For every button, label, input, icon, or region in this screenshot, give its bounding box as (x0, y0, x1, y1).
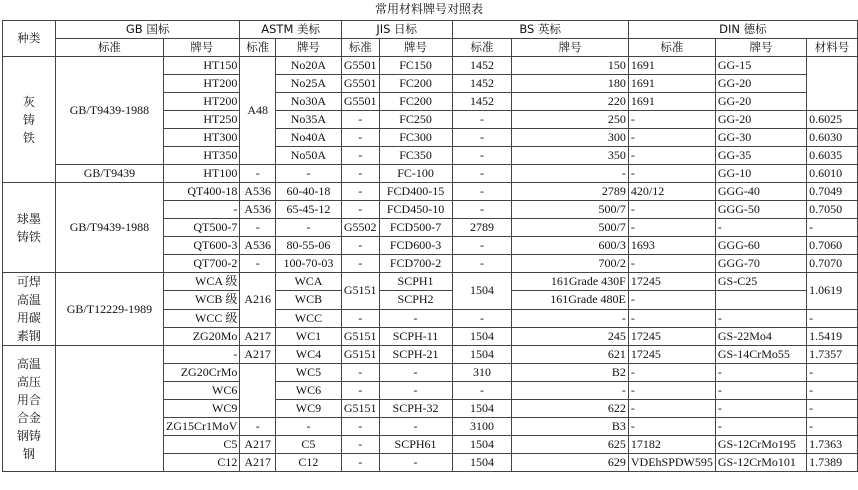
astm-standard: A217 (240, 454, 276, 472)
jis-standard: - (341, 454, 379, 472)
astm-grade: WCA (275, 273, 341, 291)
din-material-number: 0.7050 (807, 201, 858, 219)
din-grade: GGG-70 (715, 255, 806, 273)
jis-grade: FC250 (379, 111, 452, 129)
jis-standard: G5151 (341, 327, 379, 345)
din-material-number: 1.5419 (807, 327, 858, 345)
jis-standard: - (341, 418, 379, 436)
jis-standard: G5151 (341, 273, 379, 310)
din-standard: 1691 (628, 57, 715, 75)
bs-grade: 622 (512, 400, 628, 418)
gb-grade: - (164, 346, 240, 364)
table-title: 常用材料牌号对照表 (374, 2, 483, 16)
bs-standard: - (452, 129, 512, 147)
bs-standard: 1452 (452, 57, 512, 75)
din-standard: - (628, 129, 715, 147)
jis-grade: FC300 (379, 129, 452, 147)
table-row (3, 57, 858, 75)
astm-grade: 80-55-06 (275, 237, 341, 255)
din-grade: GG-15 (715, 57, 806, 75)
astm-grade: No20A (275, 57, 341, 75)
astm-standard: A217 (240, 436, 276, 454)
header-astm-grade: 牌号 (275, 39, 341, 57)
header-category: 种类 (3, 21, 56, 57)
bs-standard: 1504 (452, 327, 512, 345)
gb-grade: WCC 级 (164, 309, 240, 327)
din-material-number: - (807, 309, 858, 327)
din-material-number: - (807, 364, 858, 382)
astm-grade: WC6 (275, 382, 341, 400)
din-grade: GG-35 (715, 147, 806, 165)
gb-grade: HT200 (164, 93, 240, 111)
header-row-1 (3, 21, 858, 39)
category-label: 灰铸铁 (22, 94, 35, 145)
bs-standard: 1504 (452, 400, 512, 418)
jis-grade: FCD450-10 (379, 201, 452, 219)
bs-grade: - (512, 309, 628, 327)
astm-standard: A216 (240, 273, 276, 328)
header-bs-grade: 牌号 (512, 39, 628, 57)
bs-standard: 1504 (452, 436, 512, 454)
jis-grade: - (379, 364, 452, 382)
astm-grade: No50A (275, 147, 341, 165)
header-gb: GB 国标 (55, 21, 240, 39)
gb-standard: GB/T9439 (55, 165, 163, 183)
astm-standard: A217 (240, 327, 276, 345)
jis-grade: SCPH1 (379, 273, 452, 291)
category-cell (3, 273, 56, 346)
astm-standard (240, 364, 276, 418)
din-standard: - (628, 400, 715, 418)
astm-grade: WC9 (275, 400, 341, 418)
jis-standard: - (341, 382, 379, 400)
din-grade: GS-22Mo4 (715, 327, 806, 345)
jis-standard: - (341, 165, 379, 183)
gb-standard: GB/T12229-1989 (55, 273, 163, 346)
din-standard: 17245 (628, 346, 715, 364)
jis-grade: FC350 (379, 147, 452, 165)
gb-grade: C12 (164, 454, 240, 472)
astm-grade: WC4 (275, 346, 341, 364)
din-material-number: - (807, 400, 858, 418)
gb-standard: GB/T9439-1988 (55, 183, 163, 273)
din-grade: GG-20 (715, 75, 806, 93)
header-jis-grade: 牌号 (379, 39, 452, 57)
din-grade: GGG-50 (715, 201, 806, 219)
gb-grade: WC9 (164, 400, 240, 418)
gb-grade: QT600-3 (164, 237, 240, 255)
astm-grade: 60-40-18 (275, 183, 341, 201)
bs-grade: 161Grade 480E (512, 291, 628, 309)
din-standard: - (628, 165, 715, 183)
jis-standard: - (341, 183, 379, 201)
gb-grade: HT250 (164, 111, 240, 129)
din-standard: - (628, 418, 715, 436)
jis-grade: SCPH-32 (379, 400, 452, 418)
bs-standard: 1504 (452, 273, 512, 310)
jis-standard: G5151 (341, 346, 379, 364)
din-standard: 420/12 (628, 183, 715, 201)
bs-grade: 500/7 (512, 201, 628, 219)
bs-grade: B3 (512, 418, 628, 436)
bs-grade: 245 (512, 327, 628, 345)
header-din: DIN 德标 (628, 21, 857, 39)
category-label: 高温高压用合合金钢铸钢 (16, 356, 41, 461)
din-material-number: - (807, 382, 858, 400)
din-material-number: 1.0619 (807, 273, 858, 310)
astm-grade: No35A (275, 111, 341, 129)
din-material-number: 0.6010 (807, 165, 858, 183)
gb-grade: C5 (164, 436, 240, 454)
jis-grade: FCD400-15 (379, 183, 452, 201)
gb-grade: QT700-2 (164, 255, 240, 273)
header-astm-standard: 标准 (240, 39, 276, 57)
din-standard: - (628, 291, 715, 309)
din-grade: - (715, 382, 806, 400)
din-material-number: - (807, 418, 858, 436)
table-row (3, 273, 858, 291)
bs-grade: 161Grade 430F (512, 273, 628, 291)
gb-grade: ZG15Cr1MoV (164, 418, 240, 436)
din-standard: - (628, 219, 715, 237)
astm-grade: - (275, 165, 341, 183)
din-grade (715, 291, 806, 309)
jis-standard: - (341, 309, 379, 327)
astm-grade: No40A (275, 129, 341, 147)
table-row (3, 346, 858, 364)
astm-grade: 65-45-12 (275, 201, 341, 219)
bs-standard: - (452, 165, 512, 183)
jis-grade: SCPH-21 (379, 346, 452, 364)
category-label: 球墨铸铁 (16, 211, 41, 244)
bs-standard: - (452, 147, 512, 165)
jis-grade: - (379, 418, 452, 436)
din-material-number: - (807, 219, 858, 237)
category-cell (3, 57, 56, 183)
astm-grade: - (275, 219, 341, 237)
jis-standard: - (341, 201, 379, 219)
jis-standard: - (341, 111, 379, 129)
header-bs: BS 英标 (452, 21, 628, 39)
bs-grade: 621 (512, 346, 628, 364)
din-material-number: 0.6030 (807, 129, 858, 147)
din-grade: GS-12CrMo195 (715, 436, 806, 454)
gb-grade: HT300 (164, 129, 240, 147)
bs-grade: 625 (512, 436, 628, 454)
bs-standard: 310 (452, 364, 512, 382)
jis-grade: SCPH61 (379, 436, 452, 454)
jis-standard: - (341, 129, 379, 147)
gb-grade: - (164, 201, 240, 219)
din-standard: - (628, 364, 715, 382)
jis-grade: - (379, 454, 452, 472)
gb-standard: GB/T9439-1988 (55, 57, 163, 165)
bs-standard: - (452, 237, 512, 255)
jis-standard: - (341, 237, 379, 255)
din-standard: 17182 (628, 436, 715, 454)
gb-grade: HT100 (164, 165, 240, 183)
bs-grade: 600/3 (512, 237, 628, 255)
din-grade: GS-12CrMo101 (715, 454, 806, 472)
din-standard: 17245 (628, 327, 715, 345)
bs-grade: 180 (512, 75, 628, 93)
bs-grade: 250 (512, 111, 628, 129)
din-material-number: 0.6035 (807, 147, 858, 165)
gb-grade: QT400-18 (164, 183, 240, 201)
bs-standard: - (452, 309, 512, 327)
bs-standard: 3100 (452, 418, 512, 436)
bs-standard: 1504 (452, 454, 512, 472)
din-grade: - (715, 309, 806, 327)
bs-standard: 1452 (452, 93, 512, 111)
table-row (3, 165, 858, 183)
din-grade: GS-14CrMo55 (715, 346, 806, 364)
astm-grade: WC1 (275, 327, 341, 345)
jis-standard: G5502 (341, 219, 379, 237)
bs-standard: 1504 (452, 346, 512, 364)
din-grade: - (715, 418, 806, 436)
din-material-number: 0.6025 (807, 111, 858, 129)
jis-standard: G5151 (341, 400, 379, 418)
jis-standard: G5501 (341, 75, 379, 93)
jis-grade: FC200 (379, 75, 452, 93)
din-material-number: 1.7357 (807, 346, 858, 364)
jis-grade: FCD700-2 (379, 255, 452, 273)
header-din-grade: 牌号 (715, 39, 806, 57)
bs-standard: - (452, 201, 512, 219)
astm-grade: 100-70-03 (275, 255, 341, 273)
jis-grade: FCD600-3 (379, 237, 452, 255)
din-grade: - (715, 400, 806, 418)
din-grade: GG-20 (715, 93, 806, 111)
din-standard: 1693 (628, 237, 715, 255)
din-standard: 1691 (628, 93, 715, 111)
astm-standard: - (240, 219, 276, 237)
din-standard: 1691 (628, 75, 715, 93)
gb-grade: WCA 级 (164, 273, 240, 291)
bs-grade: 629 (512, 454, 628, 472)
bs-standard: - (452, 255, 512, 273)
din-material-number: 0.7060 (807, 237, 858, 255)
din-grade: GG-20 (715, 111, 806, 129)
jis-standard: - (341, 255, 379, 273)
header-gb-grade: 牌号 (164, 39, 240, 57)
jis-standard: - (341, 147, 379, 165)
din-standard: - (628, 111, 715, 129)
jis-grade: FC200 (379, 93, 452, 111)
din-standard: VDEhSPDW595 (628, 454, 715, 472)
astm-grade: - (275, 418, 341, 436)
astm-grade: C12 (275, 454, 341, 472)
gb-grade: HT200 (164, 75, 240, 93)
din-grade: GGG-40 (715, 183, 806, 201)
bs-standard: 2789 (452, 219, 512, 237)
astm-standard: A536 (240, 201, 276, 219)
din-grade: GG-10 (715, 165, 806, 183)
din-material-number: 0.7070 (807, 255, 858, 273)
din-material-number (807, 57, 858, 111)
bs-grade: 2789 (512, 183, 628, 201)
gb-grade: HT350 (164, 147, 240, 165)
category-cell (3, 183, 56, 273)
jis-standard: G5501 (341, 57, 379, 75)
jis-grade: FC-100 (379, 165, 452, 183)
din-standard: - (628, 382, 715, 400)
jis-standard: - (341, 364, 379, 382)
din-standard: - (628, 309, 715, 327)
jis-grade: SCPH2 (379, 291, 452, 309)
din-standard: - (628, 201, 715, 219)
din-grade: GGG-60 (715, 237, 806, 255)
astm-grade: WCC (275, 309, 341, 327)
din-grade: GG-30 (715, 129, 806, 147)
header-jis: JIS 日标 (341, 21, 452, 39)
astm-grade: WC5 (275, 364, 341, 382)
astm-standard: A217 (240, 346, 276, 364)
jis-grade: - (379, 309, 452, 327)
bs-standard: 1452 (452, 75, 512, 93)
bs-grade: 300 (512, 129, 628, 147)
jis-grade: SCPH-11 (379, 327, 452, 345)
bs-grade: - (512, 165, 628, 183)
grade-comparison-table (2, 20, 858, 472)
din-standard: 17245 (628, 273, 715, 291)
header-row-2 (3, 39, 858, 57)
jis-grade: FC150 (379, 57, 452, 75)
gb-standard (55, 346, 163, 472)
din-material-number: 1.7363 (807, 436, 858, 454)
gb-grade: HT150 (164, 57, 240, 75)
din-material-number: 1.7389 (807, 454, 858, 472)
jis-standard: G5501 (341, 93, 379, 111)
header-jis-standard: 标准 (341, 39, 379, 57)
gb-grade: ZG20Mo (164, 327, 240, 345)
jis-grade: - (379, 382, 452, 400)
astm-standard: - (240, 418, 276, 436)
gb-grade: ZG20CrMo (164, 364, 240, 382)
din-material-number: 0.7049 (807, 183, 858, 201)
astm-grade: C5 (275, 436, 341, 454)
astm-grade: WCB (275, 291, 341, 309)
jis-grade: FCD500-7 (379, 219, 452, 237)
astm-grade: No30A (275, 93, 341, 111)
din-grade: - (715, 219, 806, 237)
din-grade: - (715, 364, 806, 382)
category-label: 可焊高温用碳素钢 (16, 275, 41, 343)
bs-standard: - (452, 382, 512, 400)
table-row (3, 183, 858, 201)
bs-grade: B2 (512, 364, 628, 382)
header-din-material-number: 材料号 (807, 39, 858, 57)
bs-grade: 500/7 (512, 219, 628, 237)
bs-standard: - (452, 111, 512, 129)
bs-grade: 700/2 (512, 255, 628, 273)
bs-standard: - (452, 183, 512, 201)
astm-standard: A48 (240, 57, 276, 165)
gb-grade: QT500-7 (164, 219, 240, 237)
astm-standard: - (240, 165, 276, 183)
astm-standard: A536 (240, 183, 276, 201)
bs-grade: - (512, 382, 628, 400)
header-gb-standard: 标准 (55, 39, 163, 57)
astm-grade: No25A (275, 75, 341, 93)
astm-standard: A536 (240, 237, 276, 255)
header-astm: ASTM 美标 (240, 21, 342, 39)
header-bs-standard: 标准 (452, 39, 512, 57)
astm-standard: - (240, 255, 276, 273)
din-standard: - (628, 147, 715, 165)
bs-grade: 220 (512, 93, 628, 111)
gb-grade: WCB 级 (164, 291, 240, 309)
category-cell (3, 346, 56, 472)
bs-grade: 350 (512, 147, 628, 165)
din-grade: GS-C25 (715, 273, 806, 291)
jis-standard: - (341, 436, 379, 454)
gb-grade: WC6 (164, 382, 240, 400)
bs-grade: 150 (512, 57, 628, 75)
din-standard: - (628, 255, 715, 273)
header-din-standard: 标准 (628, 39, 715, 57)
